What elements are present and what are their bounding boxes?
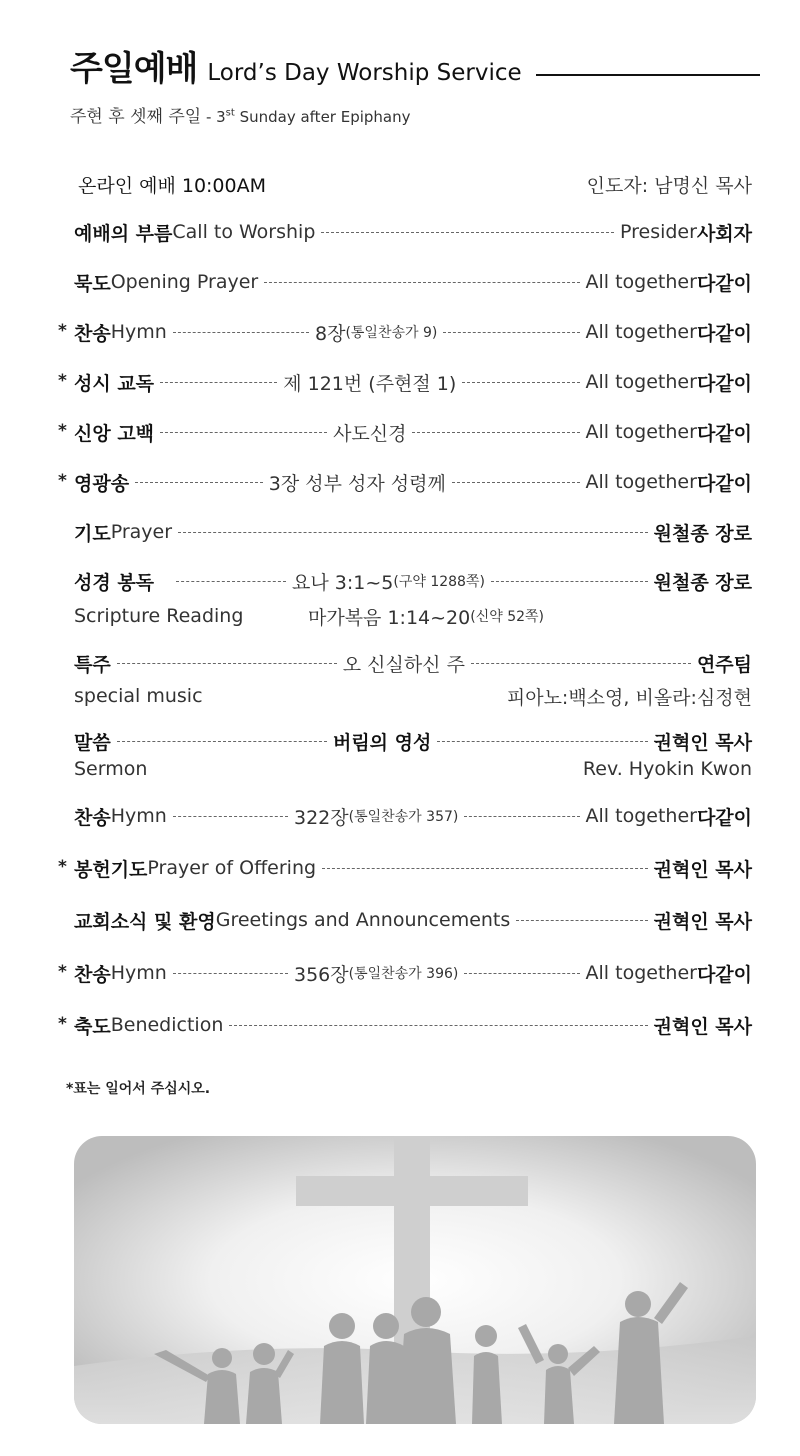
cross-silhouette-illustration [74, 1136, 756, 1424]
special-title: 오 신실하신 주 [342, 653, 465, 676]
benediction-en: Benediction [110, 1014, 224, 1036]
responsive-number: 제 121번 (주현절 1) [283, 372, 457, 395]
dotted-leader [160, 432, 327, 433]
standing-note: *표는 일어서 주십시오. [66, 1081, 211, 1097]
prayer-right-ko: 원철종 장로 [653, 522, 752, 545]
scripture-en: Scripture Reading [74, 605, 244, 627]
order-hymn-3 [58, 958, 753, 988]
special-en: special music [74, 685, 203, 707]
standing-marker: * [58, 321, 67, 341]
title-row [70, 44, 760, 90]
order-scripture-second-line [74, 603, 752, 629]
cross-worship-image [74, 1136, 756, 1424]
hymn3-ko: 찬송 [74, 963, 111, 986]
order-announcements [74, 905, 752, 935]
subtitle-korean: 주현 후 셋째 주일 [70, 107, 202, 127]
bulletin-header [70, 44, 760, 127]
order-sermon [74, 726, 752, 756]
prayer-en: Prayer [110, 521, 173, 543]
standing-marker: * [58, 1014, 67, 1034]
order-responsive-reading [58, 367, 752, 397]
order-call-to-worship [74, 217, 752, 247]
order-offering [58, 853, 752, 883]
standing-marker: * [58, 421, 67, 441]
cross-horizontal [296, 1176, 528, 1206]
announcements-right-ko: 권혁인 목사 [653, 910, 752, 933]
order-prayer [74, 517, 752, 547]
hymn3-right-ko: 다같이 [696, 963, 753, 986]
creed-ko: 신앙 고백 [74, 422, 155, 445]
dotted-leader [229, 1025, 647, 1026]
dotted-leader [176, 581, 286, 582]
offering-en: Prayer of Offering [147, 857, 317, 879]
sermon-ko: 말씀 [74, 731, 111, 754]
hymn1-old-number: (통일찬송가 9) [345, 325, 438, 341]
special-ko: 특주 [74, 653, 111, 676]
creed-right-en: All together [585, 421, 697, 443]
hymn1-en: Hymn [110, 321, 167, 343]
sermon-preacher-en: Rev. Hyokin Kwon [582, 758, 752, 780]
online-service-time: 온라인 예배 10:00AM [78, 174, 266, 197]
hymn3-number: 356장 [294, 963, 349, 986]
creed-name: 사도신경 [333, 422, 407, 445]
leader-text: 인도자: 남명신 목사 [586, 174, 752, 197]
gloria-ko: 영광송 [74, 472, 130, 495]
order-creed [58, 417, 752, 447]
announcements-ko: 교회소식 및 환영 [74, 910, 216, 933]
order-special-second-line [74, 683, 752, 709]
special-performers: 피아노:백소영, 비올라:심정현 [506, 686, 752, 709]
responsive-ko: 성시 교독 [74, 372, 155, 395]
hymn1-right-en: All together [585, 321, 697, 343]
title-korean: 주일예배 [70, 49, 198, 89]
hymn3-right-en: All together [585, 962, 697, 984]
benediction-ko: 축도 [74, 1015, 111, 1038]
dotted-leader [464, 816, 579, 817]
scripture-right-ko: 원철종 장로 [653, 571, 752, 594]
subtitle-english: Sunday after Epiphany [234, 108, 411, 126]
dotted-leader [491, 581, 648, 582]
call-en: Call to Worship [172, 221, 316, 243]
prayer-ko: 기도 [74, 522, 111, 545]
order-opening-prayer [74, 267, 752, 297]
opening-prayer-ko: 묵도 [74, 272, 111, 295]
hymn2-number: 322장 [294, 806, 349, 829]
order-benediction [58, 1010, 752, 1040]
standing-marker: * [58, 471, 67, 491]
dotted-leader [264, 282, 579, 283]
hymn1-right-ko: 다같이 [696, 322, 752, 345]
dotted-leader [464, 973, 579, 974]
order-special-music [74, 648, 752, 678]
dotted-leader [160, 382, 277, 383]
dotted-leader [173, 816, 288, 817]
order-hymn-1 [58, 317, 752, 347]
hymn2-en: Hymn [110, 805, 167, 827]
responsive-right-ko: 다같이 [696, 372, 752, 395]
standing-marker: * [58, 857, 67, 877]
order-hymn-2 [74, 801, 752, 831]
hymn2-old-number: (통일찬송가 357) [348, 809, 459, 825]
title-rule [536, 74, 760, 76]
dotted-leader [443, 332, 579, 333]
call-right-ko: 사회자 [696, 222, 752, 245]
creed-right-ko: 다같이 [696, 422, 752, 445]
call-ko: 예배의 부름 [74, 222, 173, 245]
subtitle [70, 102, 760, 127]
title-english: Lord’s Day Worship Service [207, 60, 522, 86]
standing-marker: * [58, 371, 67, 391]
dotted-leader [516, 920, 647, 921]
service-info-row [78, 169, 752, 199]
hymn1-number: 8장 [314, 322, 346, 345]
dotted-leader [117, 663, 337, 664]
sermon-title: 버림의 영성 [332, 731, 432, 754]
gloria-right-en: All together [585, 471, 697, 493]
dotted-leader [321, 232, 614, 233]
dotted-leader [452, 482, 580, 483]
gloria-hymn: 3장 성부 성자 성령께 [268, 472, 446, 495]
dotted-leader [117, 741, 327, 742]
gloria-right-ko: 다같이 [696, 472, 752, 495]
call-right-en: Presider [619, 221, 697, 243]
scripture-nt: 마가복음 1:14~20 [308, 606, 471, 629]
dotted-leader [322, 868, 648, 869]
offering-ko: 봉헌기도 [74, 858, 148, 881]
special-right-ko: 연주팀 [696, 653, 752, 676]
subtitle-dash: - 3 [201, 108, 226, 126]
leader [587, 171, 752, 198]
hymn2-right-ko: 다같이 [696, 806, 753, 829]
order-sermon-second-line [74, 756, 752, 782]
order-scripture [74, 566, 752, 596]
standing-marker: * [58, 962, 67, 982]
subtitle-ordinal: st [225, 107, 235, 119]
announcements-en: Greetings and Announcements [215, 909, 511, 931]
dotted-leader [173, 332, 309, 333]
dotted-leader [437, 741, 647, 742]
dotted-leader [471, 663, 691, 664]
offering-right-ko: 권혁인 목사 [653, 858, 752, 881]
scripture-ko: 성경 봉독 [74, 571, 155, 594]
order-gloria-patri [58, 467, 752, 497]
hymn3-old-number: (통일찬송가 396) [348, 966, 459, 982]
sermon-right-ko: 권혁인 목사 [653, 731, 752, 754]
sermon-en: Sermon [74, 758, 148, 780]
dotted-leader [135, 482, 263, 483]
opening-prayer-right-en: All together [585, 271, 697, 293]
dotted-leader [173, 973, 288, 974]
hymn2-right-en: All together [585, 805, 697, 827]
dotted-leader [412, 432, 579, 433]
hymn1-ko: 찬송 [74, 322, 111, 345]
responsive-right-en: All together [585, 371, 697, 393]
hymn2-ko: 찬송 [74, 806, 111, 829]
dotted-leader [462, 382, 579, 383]
scripture-nt-page: (신약 52쪽) [470, 609, 544, 625]
scripture-ot-page: (구약 1288쪽) [393, 574, 485, 590]
scripture-ot: 요나 3:1~5 [292, 571, 394, 594]
hymn3-en: Hymn [110, 962, 167, 984]
opening-prayer-en: Opening Prayer [110, 271, 259, 293]
benediction-right-ko: 권혁인 목사 [653, 1015, 752, 1038]
dotted-leader [178, 532, 648, 533]
opening-prayer-right-ko: 다같이 [696, 272, 752, 295]
